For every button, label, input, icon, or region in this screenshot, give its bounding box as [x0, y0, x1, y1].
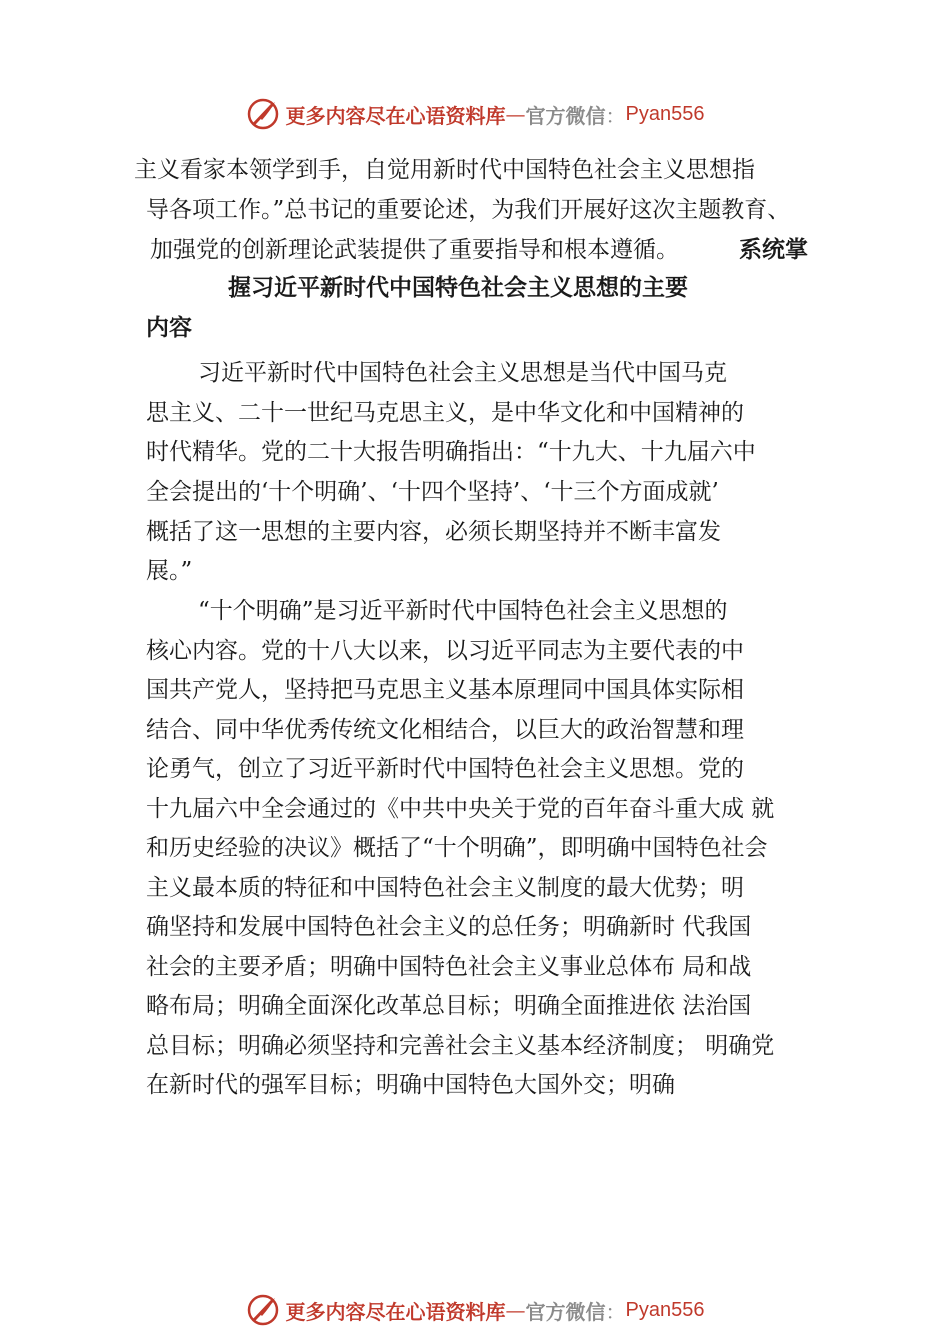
watermark-brand: 更多内容尽在心语资料库: [285, 103, 506, 128]
watermark-id: Pyan556: [625, 1298, 705, 1321]
text-line: 十九届六中全会通过的《中共中央关于党的百年奋斗重大成 就: [146, 796, 775, 822]
text-line: 在新时代的强军目标；明确中国特色大国外交；明确: [146, 1072, 675, 1098]
watermark-channel: 官方微信: [525, 103, 606, 128]
footer-watermark: [0, 1290, 950, 1330]
section-heading-end: 内容: [146, 315, 192, 341]
text-line: 加强党的创新理论武装提供了重要指导和根本遵循。: [150, 237, 679, 263]
text-line: 略布局；明确全面深化改革总目标；明确全面推进依 法治国: [146, 993, 752, 1019]
watermark-channel: 官方微信: [525, 1299, 606, 1324]
watermark-id: Pyan556: [625, 102, 705, 125]
text-line: 总目标；明确必须坚持和完善社会主义基本经济制度； 明确党: [146, 1033, 775, 1059]
text-line: 主义看家本领学到手，自觉用新时代中国特色社会主义思想指: [134, 157, 755, 183]
text-line: 导各项工作。”总书记的重要论述，为我们开展好这次主题教育、: [146, 197, 791, 223]
watermark-brand: 更多内容尽在心语资料库: [285, 1299, 506, 1324]
text-line: 习近平新时代中国特色社会主义思想是当代中国马克: [198, 360, 727, 386]
section-heading: 握习近平新时代中国特色社会主义思想的主要: [228, 275, 688, 301]
text-line: 结合、同中华优秀传统文化相结合，以巨大的政治智慧和理: [146, 717, 744, 743]
watermark-dash: —: [505, 1298, 526, 1322]
header-watermark: [0, 94, 950, 134]
text-line: “十个明确”是习近平新时代中国特色社会主义思想的: [198, 598, 728, 624]
text-line: 时代精华。党的二十大报告明确指出：“十九大、十九届六中: [146, 439, 756, 465]
watermark-colon: ：: [605, 1299, 626, 1324]
text-line: 全会提出的‘十个明确’、‘十四个坚持’、‘十三个方面成就’: [146, 479, 719, 505]
section-heading-part: 系统掌: [739, 237, 808, 263]
text-line: 和历史经验的决议》概括了“十个明确”，即明确中国特色社会: [146, 835, 768, 861]
text-line: 论勇气，创立了习近平新时代中国特色社会主义思想。党的: [146, 756, 744, 782]
quill-logo-icon: [246, 97, 280, 131]
watermark-colon: ：: [605, 103, 626, 128]
text-line: 社会的主要矛盾；明确中国特色社会主义事业总体布 局和战: [146, 954, 752, 980]
text-line: 主义最本质的特征和中国特色社会主义制度的最大优势；明: [146, 875, 744, 901]
watermark-dash: —: [505, 102, 526, 126]
text-line: 思主义、二十一世纪马克思主义，是中华文化和中国精神的: [146, 400, 744, 426]
quill-logo-icon: [246, 1293, 280, 1327]
text-line: 国共产党人，坚持把马克思主义基本原理同中国具体实际相: [146, 677, 744, 703]
text-line: 展。”: [146, 558, 193, 584]
text-line: 概括了这一思想的主要内容，必须长期坚持并不断丰富发: [146, 519, 721, 545]
text-line: 确坚持和发展中国特色社会主义的总任务；明确新时 代我国: [146, 914, 752, 940]
text-line: 核心内容。党的十八大以来，以习近平同志为主要代表的中: [146, 638, 744, 664]
